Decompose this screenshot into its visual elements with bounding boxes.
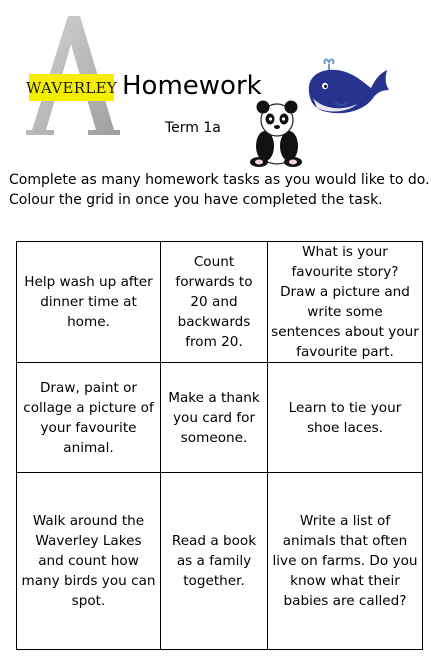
- grid-row: [17, 242, 423, 363]
- grid-row: [17, 473, 423, 650]
- waverley-badge: WAVERLEY: [29, 74, 114, 101]
- task-cell: [17, 363, 161, 473]
- task-text: Count forwards to 20 and backwards from 20.: [175, 254, 253, 350]
- grid-row: [17, 363, 423, 473]
- task-text: Walk around the Waverley Lakes and count how many birds you can spot.: [21, 513, 156, 609]
- task-text: Write a list of animals that often live on farms. Do you know what their babies are called?: [272, 513, 418, 609]
- instructions: [9, 170, 430, 210]
- task-cell: [268, 363, 423, 473]
- homework-grid: [16, 241, 423, 650]
- page-title: Homework: [122, 71, 262, 101]
- term-label: Term 1a: [165, 120, 221, 136]
- task-text: Draw, paint or collage a picture of your favourite animal.: [23, 379, 154, 456]
- task-text: Learn to tie your shoe laces.: [288, 399, 402, 436]
- task-text: What is your favourite story? Draw a picture and write some sentences about your favourite part.: [271, 244, 419, 360]
- task-cell: [268, 473, 423, 650]
- task-cell: [161, 363, 268, 473]
- task-cell: [17, 242, 161, 363]
- whale-icon: [305, 58, 391, 120]
- instructions-line-1: Complete as many homework tasks as you would like to do.: [9, 172, 430, 188]
- task-text: Help wash up after dinner time at home.: [24, 274, 153, 330]
- panda-icon: [245, 98, 309, 168]
- task-cell: [268, 242, 423, 363]
- task-text: Read a book as a family together.: [171, 533, 257, 589]
- task-text: Make a thank you card for someone.: [168, 389, 260, 446]
- task-cell: [161, 473, 268, 650]
- task-cell: [17, 473, 161, 650]
- task-cell: [161, 242, 268, 363]
- instructions-line-2: Colour the grid in once you have completed the task.: [9, 192, 383, 208]
